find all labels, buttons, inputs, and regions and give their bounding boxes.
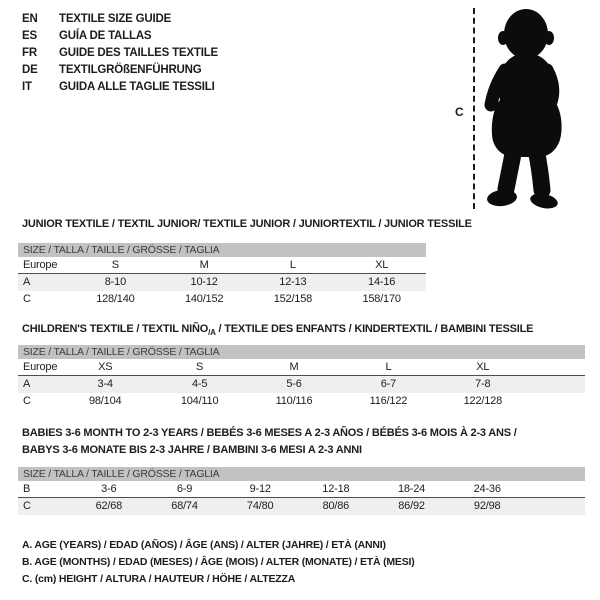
table-row xyxy=(18,393,585,410)
children-heading-sub: /A xyxy=(208,328,216,338)
table-cell: XL xyxy=(375,259,389,271)
babies-section-heading xyxy=(22,425,517,459)
children-heading-post: / TEXTILE DES ENFANTS / KINDERTEXTIL / BAMBINI TESSILE xyxy=(215,323,534,335)
table-cell: 14-16 xyxy=(368,276,396,288)
table-spacer xyxy=(525,481,585,497)
table-row xyxy=(18,274,426,291)
lang-label: GUIDA ALLE TAGLIE TESSILI xyxy=(59,81,215,93)
row-label: C xyxy=(23,293,31,305)
table-cell: 7-8 xyxy=(475,378,491,390)
table-cell: 152/158 xyxy=(273,293,313,305)
table-cell: XL xyxy=(476,361,490,373)
junior-size-table xyxy=(18,243,426,308)
lang-label: TEXTILGRÖßENFÜHRUNG xyxy=(59,64,202,76)
children-section-heading xyxy=(22,321,533,341)
footnote-c: C. (cm) HEIGHT / ALTURA / HAUTEUR / HÖHE / ALTEZZA xyxy=(22,573,296,585)
row-label: B xyxy=(23,483,31,495)
table-cell: S xyxy=(196,361,204,373)
table-cell: 6-7 xyxy=(380,378,397,390)
table-cell: 62/68 xyxy=(95,500,123,512)
table-cell: 3-6 xyxy=(101,483,117,495)
table-cell: 4-5 xyxy=(191,378,208,390)
lang-label: GUÍA DE TALLAS xyxy=(59,30,152,42)
lang-row-fr xyxy=(22,45,218,62)
row-label: A xyxy=(23,378,31,390)
row-label: Europe xyxy=(23,361,58,373)
table-cell: L xyxy=(289,259,296,271)
table-cell: 92/98 xyxy=(473,500,501,512)
lang-row-it xyxy=(22,79,218,96)
table-spacer xyxy=(525,498,585,515)
table-cell: 12-18 xyxy=(322,483,350,495)
row-label: A xyxy=(23,276,31,288)
table-cell: 80/86 xyxy=(322,500,350,512)
table-cell: M xyxy=(289,361,299,373)
table-cell: 74/80 xyxy=(246,500,274,512)
table-cell: 158/170 xyxy=(362,293,401,305)
language-header xyxy=(22,11,218,96)
babies-heading-line2: BABYS 3-6 MONATE BIS 2-3 JAHRE / BAMBINI 3-6 MESI A 2-3 ANNI xyxy=(22,444,362,456)
table-cell: L xyxy=(385,361,392,373)
lang-code: EN xyxy=(22,13,38,25)
lang-label: GUIDE DES TAILLES TEXTILE xyxy=(59,47,218,59)
lang-row-de xyxy=(22,62,218,79)
table-cell: 104/110 xyxy=(180,395,219,407)
row-label: Europe xyxy=(23,259,58,271)
table-cell: XS xyxy=(98,361,113,373)
table-row xyxy=(18,481,585,498)
children-size-table xyxy=(18,345,585,410)
table-cell: 122/128 xyxy=(463,395,503,407)
table-row xyxy=(18,376,585,393)
table-row xyxy=(18,498,585,515)
table-cell: 86/92 xyxy=(398,500,425,512)
lang-row-en xyxy=(22,11,218,28)
row-label: C xyxy=(23,500,31,512)
table-cell: 24-36 xyxy=(473,483,501,495)
table-cell: 6-9 xyxy=(176,483,193,495)
table-cell: S xyxy=(111,259,119,271)
babies-size-bar: SIZE / TALLA / TAILLE / GRÖSSE / TAGLIA xyxy=(18,467,585,481)
table-cell: 68/74 xyxy=(171,500,198,512)
table-cell: 140/152 xyxy=(184,293,224,305)
babies-size-table xyxy=(18,467,585,515)
lang-row-es xyxy=(22,28,218,45)
table-spacer xyxy=(530,376,585,393)
table-cell: 8-10 xyxy=(104,276,126,288)
baby-silhouette-icon xyxy=(480,7,574,211)
junior-size-bar: SIZE / TALLA / TAILLE / GRÖSSE / TAGLIA xyxy=(18,243,426,257)
footnote-a: A. AGE (YEARS) / EDAD (AÑOS) / ÂGE (ANS) / ALTER (JAHRE) / ETÀ (ANNI) xyxy=(22,539,386,551)
table-cell: 18-24 xyxy=(397,483,426,495)
table-cell: 98/104 xyxy=(88,395,122,407)
lang-code: DE xyxy=(22,64,38,76)
table-row xyxy=(18,291,426,308)
table-row xyxy=(18,257,426,274)
lang-code: IT xyxy=(22,81,32,93)
table-cell: 128/140 xyxy=(96,293,135,305)
footnotes xyxy=(22,537,415,588)
lang-label: TEXTILE SIZE GUIDE xyxy=(59,13,172,25)
lang-code: FR xyxy=(22,47,37,59)
children-size-bar: SIZE / TALLA / TAILLE / GRÖSSE / TAGLIA xyxy=(18,345,585,359)
table-cell: 5-6 xyxy=(286,378,302,390)
table-spacer xyxy=(530,393,585,410)
table-cell: M xyxy=(199,259,209,271)
table-cell: 116/122 xyxy=(369,395,408,407)
junior-section-heading: JUNIOR TEXTILE / TEXTIL JUNIOR/ TEXTILE JUNIOR / JUNIORTEXTIL / JUNIOR TESSILE xyxy=(22,218,472,230)
measure-c-label: C xyxy=(455,105,464,119)
lang-code: ES xyxy=(22,30,37,42)
table-cell: 10-12 xyxy=(190,276,218,288)
table-spacer xyxy=(530,359,585,375)
table-cell: 12-13 xyxy=(279,276,307,288)
table-cell: 9-12 xyxy=(249,483,271,495)
row-label: C xyxy=(23,395,31,407)
babies-heading-line1: BABIES 3-6 MONTH TO 2-3 YEARS / BEBÉS 3-6 MESES A 2-3 AÑOS / BÉBÉS 3-6 MOIS À 2-3 ANS / xyxy=(22,427,517,439)
table-row xyxy=(18,359,585,376)
dashed-measure-line-icon xyxy=(473,8,475,209)
table-cell: 110/116 xyxy=(275,395,313,407)
table-cell: 3-4 xyxy=(97,378,113,390)
children-heading-pre: CHILDREN'S TEXTILE / TEXTIL NIÑO xyxy=(22,323,209,335)
footnote-b: B. AGE (MONTHS) / EDAD (MESES) / ÂGE (MOIS) / ALTER (MONATE) / ETÀ (MESI) xyxy=(22,556,415,568)
